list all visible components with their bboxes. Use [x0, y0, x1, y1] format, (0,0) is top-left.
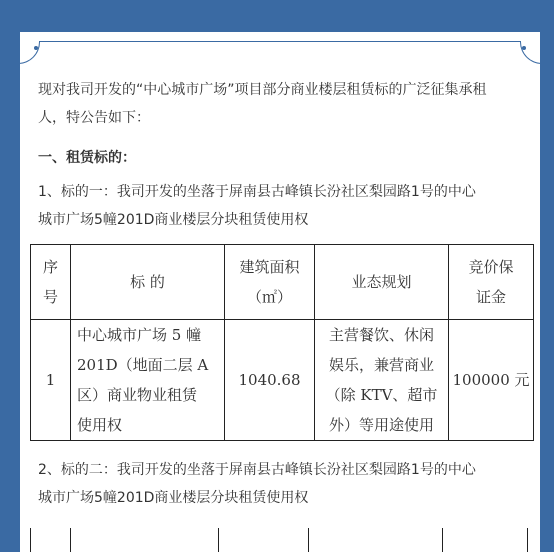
cell-subject: [71, 320, 225, 441]
section1-heading: 一、租赁标的：: [38, 150, 136, 166]
planning-line-2: 娱乐，兼营商业: [328, 356, 434, 374]
subject-line-4: 使用权: [77, 416, 123, 434]
frame-dot-left: [34, 46, 38, 50]
cell-planning: [315, 320, 449, 441]
header-area: [225, 245, 315, 320]
planning-line-3: （除 KTV、超市: [325, 386, 438, 404]
table2-border-stub: [442, 528, 443, 552]
lease-table: [30, 244, 534, 441]
header-subject-text: 标 的: [130, 273, 165, 291]
item2-line-2: 城市广场5幢201D商业楼层分块租赁使用权: [38, 490, 309, 506]
cell-no: 1: [31, 320, 71, 441]
header-deposit: [449, 245, 534, 320]
header-no-line-2: 号: [42, 288, 58, 306]
item2-line-1: 2、标的二：我司开发的坐落于屏南县古峰镇长汾社区梨园路1号的中心: [38, 462, 476, 478]
announcement-card: [20, 32, 540, 552]
header-subject: [71, 245, 225, 320]
subject-line-1: 中心城市广场 5 幢: [77, 326, 202, 344]
table2-border-stub: [218, 528, 219, 552]
intro-line-2: 人，特公告如下：: [38, 110, 150, 126]
frame-dot-right: [522, 46, 526, 50]
planning-line-1: 主营餐饮、休闲: [328, 326, 434, 344]
table-row: [31, 320, 534, 441]
table2-border-stub: [30, 528, 31, 552]
cell-deposit: 100000 元: [449, 320, 534, 441]
header-area-line-1: 建筑面积: [239, 258, 300, 276]
cell-area: 1040.68: [225, 320, 315, 441]
header-area-line-2: （㎡）: [246, 288, 292, 306]
header-deposit-line-2: 证金: [475, 288, 506, 306]
item2-paragraph: [38, 456, 528, 512]
header-no-line-1: 序: [42, 258, 58, 276]
header-deposit-line-1: 竞价保: [468, 258, 514, 276]
table-header-row: [31, 245, 534, 320]
subject-line-2: 201D（地面二层 A: [77, 356, 209, 374]
intro-line-1: 现对我司开发的“中心城市广场”项目部分商业楼层租赁标的广泛征集承租: [38, 82, 487, 98]
item1-line-2: 城市广场5幢201D商业楼层分块租赁使用权: [38, 212, 309, 228]
subject-line-3: 区）商业物业租赁: [77, 386, 198, 404]
intro-paragraph: [38, 76, 528, 132]
table2-border-stub: [308, 528, 309, 552]
frame-corner-right: [520, 41, 540, 64]
header-no: [31, 245, 71, 320]
table2-border-stub: [70, 528, 71, 552]
table2-border-stub: [527, 528, 528, 552]
planning-line-4: 外）等用途使用: [328, 416, 434, 434]
header-planning-text: 业态规划: [351, 273, 412, 291]
header-planning: [315, 245, 449, 320]
item1-line-1: 1、标的一：我司开发的坐落于屏南县古峰镇长汾社区梨园路1号的中心: [38, 184, 476, 200]
frame-corner-left: [20, 41, 40, 64]
item1-paragraph: [38, 178, 528, 234]
